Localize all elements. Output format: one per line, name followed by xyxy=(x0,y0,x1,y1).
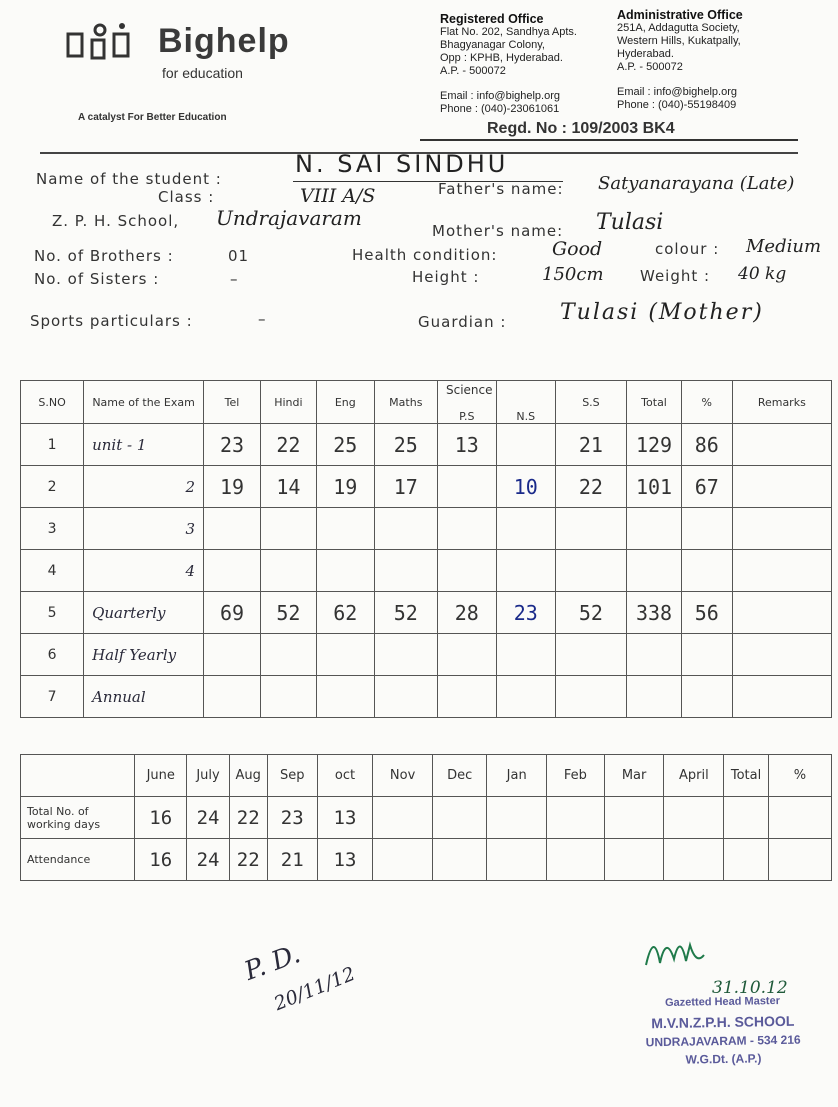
mother-name-label: Mother's name: xyxy=(432,222,564,240)
header-sno: S.NO xyxy=(21,381,84,424)
attendance-cell xyxy=(373,797,433,839)
header-total: Total xyxy=(627,381,682,424)
student-name-value: N. SAI SINDHU xyxy=(295,150,509,178)
marks-exam-cell: 4 xyxy=(84,550,204,592)
marks-cell xyxy=(732,508,831,550)
attendance-month-header: % xyxy=(768,755,831,797)
header-hindi: Hindi xyxy=(260,381,316,424)
marks-sno-cell: 4 xyxy=(21,550,84,592)
marks-cell: 129 xyxy=(627,424,682,466)
attendance-cell: 16 xyxy=(135,839,187,881)
registration-number: Regd. No : 109/2003 BK4 xyxy=(487,120,675,137)
marks-cell xyxy=(555,550,626,592)
marks-cell: 22 xyxy=(555,466,626,508)
admin-email: Email : info@bighelp.org xyxy=(617,86,738,98)
marks-cell xyxy=(555,508,626,550)
class-value: VIII A/S xyxy=(300,185,376,207)
headmaster-signature-date: 31.10.12 xyxy=(712,978,788,998)
attendance-cell xyxy=(664,839,724,881)
school-stamp xyxy=(627,994,818,1067)
father-name-label: Father's name: xyxy=(438,180,564,198)
attendance-month-header: Aug xyxy=(229,755,267,797)
marks-cell xyxy=(627,508,682,550)
marks-exam-cell: unit - 1 xyxy=(84,424,204,466)
header-ns: N.S xyxy=(496,381,555,424)
attendance-row xyxy=(21,797,832,839)
attendance-month-header: Sep xyxy=(267,755,317,797)
attendance-month-header: Mar xyxy=(604,755,664,797)
marks-cell xyxy=(316,634,374,676)
attendance-cell xyxy=(604,839,664,881)
logo-subtitle: for education xyxy=(162,65,243,81)
marks-cell: 23 xyxy=(204,424,261,466)
marks-cell xyxy=(204,634,261,676)
student-name-label: Name of the student : xyxy=(36,170,222,188)
marks-cell: 13 xyxy=(437,424,496,466)
header-divider-right xyxy=(420,139,798,141)
admin-line-2: Western Hills, Kukatpally, xyxy=(617,35,741,47)
marks-sno-cell: 2 xyxy=(21,466,84,508)
attendance-cell xyxy=(768,797,831,839)
marks-cell xyxy=(260,634,316,676)
marks-row xyxy=(21,550,832,592)
marks-cell: 62 xyxy=(316,592,374,634)
marks-exam-cell: 2 xyxy=(84,466,204,508)
marks-sno-cell: 7 xyxy=(21,676,84,718)
attendance-header-row xyxy=(21,755,832,797)
stamp-line-3: UNDRAJAVARAM - 534 216 xyxy=(645,1032,801,1050)
marks-cell xyxy=(681,634,732,676)
marks-cell xyxy=(437,634,496,676)
marks-cell: 56 xyxy=(681,592,732,634)
marks-cell xyxy=(260,676,316,718)
marks-sno-cell: 5 xyxy=(21,592,84,634)
attendance-cell: 13 xyxy=(317,839,372,881)
marks-exam-cell: 3 xyxy=(84,508,204,550)
admin-office-title: Administrative Office xyxy=(617,8,743,22)
marks-cell: 28 xyxy=(437,592,496,634)
headmaster-signature-icon xyxy=(640,925,750,985)
attendance-cell xyxy=(547,839,605,881)
marks-exam-cell: Half Yearly xyxy=(84,634,204,676)
marks-cell: 52 xyxy=(260,592,316,634)
bighelp-logo-icon xyxy=(66,22,146,72)
attendance-cell: 21 xyxy=(267,839,317,881)
reg-line-2: Bhagyanagar Colony, xyxy=(440,39,545,51)
admin-line-4: A.P. - 500072 xyxy=(617,61,683,73)
marks-cell xyxy=(555,634,626,676)
attendance-cell xyxy=(724,797,769,839)
left-signature: P. D. xyxy=(240,939,305,987)
attendance-cell: 24 xyxy=(187,797,229,839)
marks-header-row xyxy=(21,381,832,424)
admin-line-3: Hyderabad. xyxy=(617,48,674,60)
brothers-label: No. of Brothers : xyxy=(34,247,174,265)
attendance-cell xyxy=(604,797,664,839)
attendance-cell: 23 xyxy=(267,797,317,839)
marks-cell: 10 xyxy=(496,466,555,508)
attendance-cell: 16 xyxy=(135,797,187,839)
marks-cell xyxy=(681,676,732,718)
attendance-row-label: Total No. of working days xyxy=(21,797,135,839)
attendance-month-header: June xyxy=(135,755,187,797)
attendance-month-header: Dec xyxy=(432,755,486,797)
marks-cell: 19 xyxy=(204,466,261,508)
marks-cell xyxy=(496,424,555,466)
marks-cell xyxy=(316,676,374,718)
marks-cell: 17 xyxy=(374,466,437,508)
marks-cell xyxy=(204,508,261,550)
marks-cell xyxy=(496,550,555,592)
colour-value: Medium xyxy=(746,236,822,257)
marks-cell xyxy=(496,634,555,676)
reg-line-1: Flat No. 202, Sandhya Apts. xyxy=(440,26,577,38)
marks-sno-cell: 1 xyxy=(21,424,84,466)
marks-cell: 69 xyxy=(204,592,261,634)
marks-cell xyxy=(374,676,437,718)
marks-cell: 14 xyxy=(260,466,316,508)
marks-cell: 52 xyxy=(555,592,626,634)
tagline: A catalyst For Better Education xyxy=(78,112,227,123)
school-value: Undrajavaram xyxy=(216,206,362,230)
marks-row xyxy=(21,466,832,508)
marks-cell xyxy=(627,550,682,592)
attendance-month-header: July xyxy=(187,755,229,797)
reg-line-4: A.P. - 500072 xyxy=(440,65,506,77)
marks-cell xyxy=(437,508,496,550)
marks-cell xyxy=(732,634,831,676)
attendance-cell xyxy=(432,839,486,881)
registered-office-title: Registered Office xyxy=(440,12,544,26)
attendance-month-header: Nov xyxy=(373,755,433,797)
attendance-cell: 13 xyxy=(317,797,372,839)
marks-cell xyxy=(627,676,682,718)
marks-cell: 25 xyxy=(374,424,437,466)
weight-value: 40 kg xyxy=(738,264,787,284)
attendance-cell xyxy=(664,797,724,839)
marks-exam-cell: Quarterly xyxy=(84,592,204,634)
header-ss: S.S xyxy=(555,381,626,424)
marks-cell xyxy=(732,676,831,718)
attendance-cell xyxy=(487,797,547,839)
marks-sno-cell: 6 xyxy=(21,634,84,676)
registered-office xyxy=(440,12,610,116)
attendance-month-header: oct xyxy=(317,755,372,797)
stamp-line-4: W.G.Dt. (A.P.) xyxy=(685,1051,762,1067)
attendance-month-header: April xyxy=(664,755,724,797)
header-percent: % xyxy=(681,381,732,424)
attendance-cell: 24 xyxy=(187,839,229,881)
marks-cell: 19 xyxy=(316,466,374,508)
guardian-value: Tulasi (Mother) xyxy=(560,300,764,325)
attendance-row xyxy=(21,839,832,881)
marks-cell: 22 xyxy=(260,424,316,466)
header-remarks: Remarks xyxy=(732,381,831,424)
header-maths: Maths xyxy=(374,381,437,424)
marks-row xyxy=(21,592,832,634)
marks-cell xyxy=(437,466,496,508)
admin-line-1: 251A, Addagutta Society, xyxy=(617,22,740,34)
marks-cell xyxy=(316,550,374,592)
marks-cell xyxy=(627,634,682,676)
reg-phone: Phone : (040)-23061061 xyxy=(440,103,560,115)
administrative-office xyxy=(617,8,827,112)
marks-cell xyxy=(260,508,316,550)
height-label: Height : xyxy=(412,268,480,286)
guardian-label: Guardian : xyxy=(418,313,507,331)
marks-cell xyxy=(496,508,555,550)
colour-label: colour : xyxy=(655,240,720,258)
header-english: Eng xyxy=(316,381,374,424)
marks-sno-cell: 3 xyxy=(21,508,84,550)
attendance-month-header: Feb xyxy=(547,755,605,797)
marks-cell: 338 xyxy=(627,592,682,634)
attendance-cell xyxy=(768,839,831,881)
school-label: Z. P. H. School, xyxy=(52,212,180,230)
marks-cell xyxy=(374,634,437,676)
attendance-month-header: Total xyxy=(724,755,769,797)
mother-name-value: Tulasi xyxy=(596,210,664,235)
stamp-line-1: Gazetted Head Master xyxy=(664,995,781,1010)
sports-label: Sports particulars : xyxy=(30,312,193,330)
attendance-table xyxy=(20,754,832,881)
marks-cell xyxy=(496,676,555,718)
brothers-value: 01 xyxy=(228,247,250,265)
marks-cell xyxy=(204,676,261,718)
marks-cell xyxy=(316,508,374,550)
marks-row xyxy=(21,508,832,550)
marks-cell xyxy=(374,508,437,550)
attendance-cell xyxy=(547,797,605,839)
marks-cell xyxy=(732,550,831,592)
attendance-cell: 22 xyxy=(229,839,267,881)
marks-cell: 52 xyxy=(374,592,437,634)
marks-cell: 101 xyxy=(627,466,682,508)
father-name-value: Satyanarayana (Late) xyxy=(598,173,795,194)
weight-label: Weight : xyxy=(640,267,711,285)
class-label: Class : xyxy=(158,188,215,206)
marks-row xyxy=(21,634,832,676)
left-signature-date: 20/11/12 xyxy=(270,962,359,1016)
header-ps: P.S xyxy=(437,381,496,424)
marks-cell xyxy=(681,550,732,592)
marks-cell xyxy=(204,550,261,592)
marks-table xyxy=(20,380,832,718)
marks-exam-cell: Annual xyxy=(84,676,204,718)
reg-email: Email : info@bighelp.org xyxy=(440,90,561,102)
admin-phone: Phone : (040)-55198409 xyxy=(617,99,737,111)
marks-cell: 23 xyxy=(496,592,555,634)
marks-cell xyxy=(555,676,626,718)
marks-row xyxy=(21,424,832,466)
attendance-cell xyxy=(487,839,547,881)
attendance-cell xyxy=(432,797,486,839)
stamp-line-2: M.V.N.Z.P.H. SCHOOL xyxy=(651,1012,795,1032)
marks-cell xyxy=(732,466,831,508)
sisters-label: No. of Sisters : xyxy=(34,270,160,288)
health-label: Health condition: xyxy=(352,246,498,264)
marks-cell: 86 xyxy=(681,424,732,466)
attendance-row-label: Attendance xyxy=(21,839,135,881)
science-group-label: Science xyxy=(446,383,493,397)
attendance-month-header: Jan xyxy=(487,755,547,797)
marks-cell: 25 xyxy=(316,424,374,466)
height-value: 150cm xyxy=(542,264,604,285)
marks-cell xyxy=(732,424,831,466)
header-telugu: Tel xyxy=(204,381,261,424)
marks-cell xyxy=(437,550,496,592)
marks-cell: 21 xyxy=(555,424,626,466)
marks-row xyxy=(21,676,832,718)
logo-name: Bighelp xyxy=(158,22,290,60)
reg-line-3: Opp : KPHB, Hyderabad. xyxy=(440,52,563,64)
header-exam: Name of the Exam xyxy=(84,381,204,424)
marks-cell xyxy=(374,550,437,592)
marks-cell xyxy=(260,550,316,592)
attendance-corner xyxy=(21,755,135,797)
sisters-value: – xyxy=(230,270,239,288)
marks-cell xyxy=(437,676,496,718)
attendance-cell xyxy=(373,839,433,881)
attendance-cell: 22 xyxy=(229,797,267,839)
sports-value: – xyxy=(258,310,267,328)
marks-cell xyxy=(681,508,732,550)
attendance-cell xyxy=(724,839,769,881)
health-value: Good xyxy=(552,238,603,260)
marks-cell xyxy=(732,592,831,634)
marks-cell: 67 xyxy=(681,466,732,508)
